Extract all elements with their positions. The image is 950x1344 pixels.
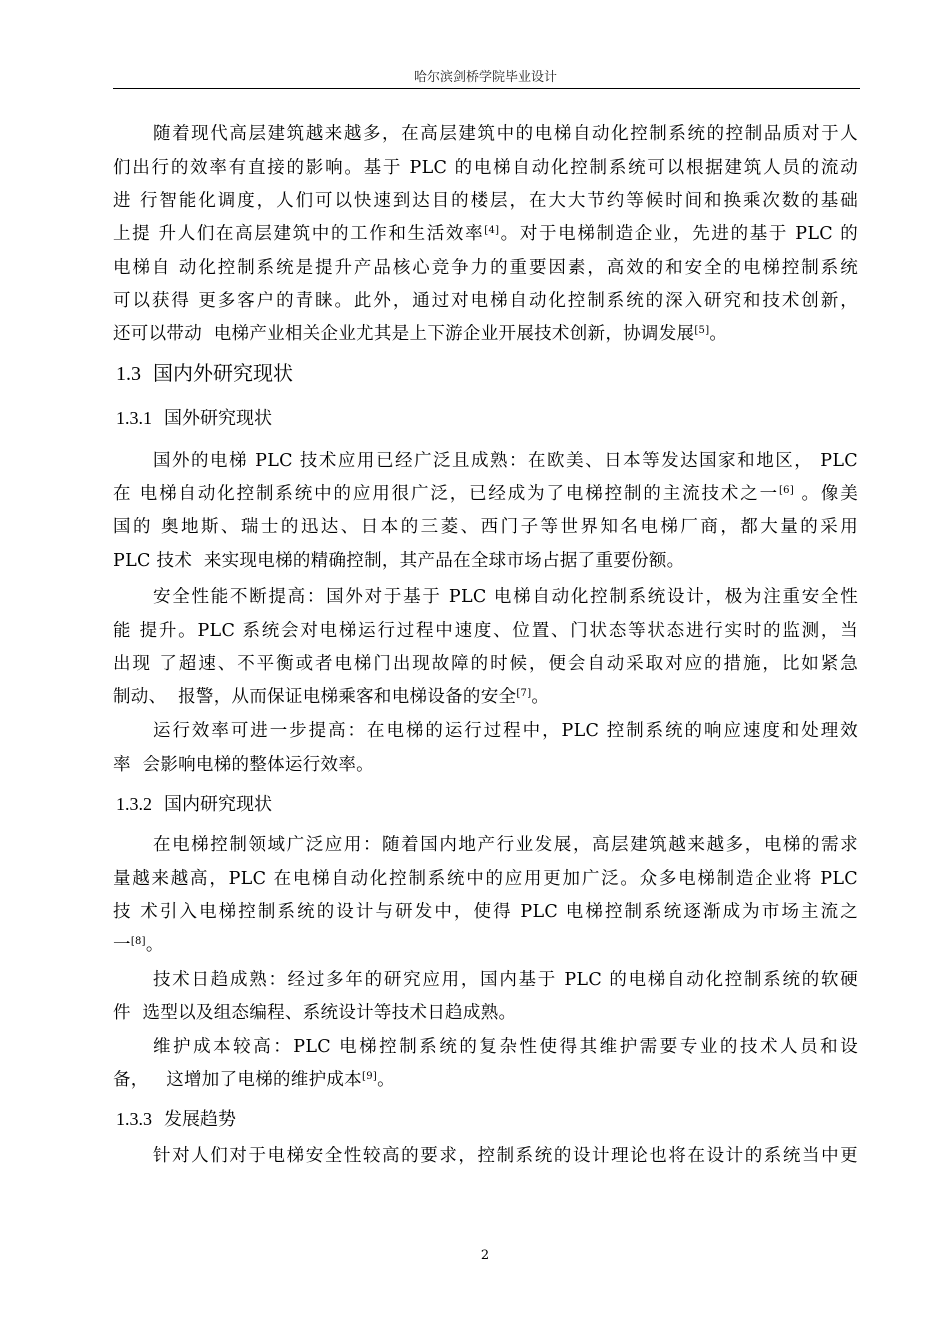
citation-ref: [8] bbox=[130, 936, 146, 947]
citation-ref: [4] bbox=[484, 225, 500, 236]
section-heading bbox=[116, 357, 293, 386]
text-run: 技 术引入电梯控制系统的设计与研发中，使得 PLC 电梯控制系统逐渐成为市场主流之 bbox=[113, 902, 858, 922]
section-title: 发展趋势 bbox=[164, 1109, 236, 1130]
paragraph-line bbox=[113, 223, 858, 245]
paragraph-line bbox=[113, 290, 858, 312]
text-run: 能 提升。PLC 系统会对电梯运行过程中速度、位置、门状态等状态进行实时的监测，当 bbox=[113, 621, 858, 641]
citation-ref: [6] bbox=[778, 485, 795, 496]
section-heading bbox=[116, 1105, 236, 1131]
paragraph-line bbox=[113, 550, 684, 572]
paragraph-line bbox=[113, 868, 858, 890]
text-run: 出现 了超速、不平衡或者电梯门出现故障的时候，便会自动采取对应的措施，比如紧急 bbox=[113, 654, 858, 674]
paragraph-line bbox=[113, 1002, 516, 1024]
section-number: 1.3.3 bbox=[116, 1109, 152, 1129]
text-run: 率 会影响电梯的整体运行效率。 bbox=[113, 755, 374, 775]
text-run: 国外的电梯 PLC 技术应用已经广泛且成熟：在欧美、日本等发达国家和地区， PLC bbox=[153, 451, 858, 471]
text-run: 。 bbox=[531, 687, 550, 707]
paragraph-line bbox=[153, 586, 858, 608]
section-heading bbox=[116, 404, 272, 430]
paragraph-line bbox=[113, 901, 858, 923]
section-title: 国内外研究现状 bbox=[153, 361, 293, 385]
citation-ref: [5] bbox=[694, 325, 710, 336]
section-heading bbox=[116, 790, 272, 816]
section-title: 国内研究现状 bbox=[164, 794, 272, 815]
text-run: 可以获得 更多客户的青睐。此外，通过对电梯自动化控制系统的深入研究和技术创新， bbox=[113, 291, 858, 311]
paragraph-line bbox=[113, 190, 858, 212]
paragraph-line bbox=[153, 834, 858, 856]
text-run: 一 bbox=[113, 935, 131, 955]
text-run: PLC 技术 来实现电梯的精确控制，其产品在全球市场占据了重要份额。 bbox=[113, 551, 685, 571]
section-number: 1.3.1 bbox=[116, 408, 152, 428]
text-run: 进 行智能化调度，人们可以快速到达目的楼层，在大大节约等候时间和换乘次数的基础 bbox=[113, 191, 858, 211]
paragraph-line bbox=[113, 1069, 395, 1091]
text-run: 还可以带动 电梯产业相关企业尤其是上下游企业开展技术创新，协调发展 bbox=[113, 324, 695, 344]
header-divider bbox=[113, 88, 860, 89]
paragraph-line bbox=[113, 653, 858, 675]
text-run: 量越来越高，PLC 在电梯自动化控制系统中的应用更加广泛。众多电梯制造企业将 PLC bbox=[113, 869, 858, 889]
paragraph-line bbox=[153, 450, 858, 472]
text-run: 。 bbox=[145, 935, 164, 955]
text-run: 制动、 报警，从而保证电梯乘客和电梯设备的安全 bbox=[113, 687, 517, 707]
paragraph-line bbox=[153, 1036, 858, 1058]
text-run: 维护成本较高：PLC 电梯控制系统的复杂性使得其维护需要专业的技术人员和设 bbox=[153, 1037, 858, 1057]
text-run: 针对人们对于电梯安全性较高的要求，控制系统的设计理论也将在设计的系统当中更 bbox=[153, 1146, 858, 1166]
section-number: 1.3 bbox=[116, 363, 141, 385]
paragraph-line bbox=[153, 720, 858, 742]
text-run: 运行效率可进一步提高：在电梯的运行过程中，PLC 控制系统的响应速度和处理效 bbox=[153, 721, 858, 741]
text-run: 们出行的效率有直接的影响。基于 PLC 的电梯自动化控制系统可以根据建筑人员的流动 bbox=[113, 158, 858, 178]
paragraph-line bbox=[113, 686, 549, 708]
text-run: 安全性能不断提高：国外对于基于 PLC 电梯自动化控制系统设计，极为注重安全性 bbox=[153, 587, 858, 607]
text-run: 随着现代高层建筑越来越多，在高层建筑中的电梯自动化控制系统的控制品质对于人 bbox=[153, 124, 858, 144]
text-run: 技术日趋成熟：经过多年的研究应用，国内基于 PLC 的电梯自动化控制系统的软硬 bbox=[153, 970, 858, 990]
text-run: 。 bbox=[709, 324, 728, 344]
text-run: 。对于电梯制造企业，先进的基于 PLC 的 bbox=[499, 224, 858, 244]
section-title: 国外研究现状 bbox=[164, 408, 272, 429]
text-run: 备， 这增加了电梯的维护成本 bbox=[113, 1070, 362, 1090]
text-run: 在电梯控制领域广泛应用：随着国内地产行业发展，高层建筑越来越多，电梯的需求 bbox=[153, 835, 858, 855]
paragraph-line bbox=[113, 257, 858, 279]
citation-ref: [9] bbox=[362, 1071, 378, 1082]
paragraph-line bbox=[153, 1145, 858, 1167]
paragraph-line bbox=[113, 516, 858, 538]
paragraph-line bbox=[113, 934, 164, 956]
text-run: 。 bbox=[377, 1070, 395, 1090]
text-run: 国的 奥地斯、瑞士的迅达、日本的三菱、西门子等世界知名电梯厂商，都大量的采用 bbox=[113, 517, 858, 537]
paragraph-line bbox=[113, 483, 858, 505]
paragraph-line bbox=[113, 157, 858, 179]
paragraph-line bbox=[113, 754, 374, 776]
text-run: 件 选型以及组态编程、系统设计等技术日趋成熟。 bbox=[113, 1003, 517, 1023]
text-run: 。像美 bbox=[794, 484, 858, 504]
paragraph-line bbox=[113, 620, 858, 642]
text-run: 电梯自 动化控制系统是提升产品核心竞争力的重要因素，高效的和安全的电梯控制系统 bbox=[113, 258, 858, 278]
text-run: 上提 升人们在高层建筑中的工作和生活效率 bbox=[113, 224, 485, 244]
citation-ref: [7] bbox=[516, 688, 532, 699]
section-number: 1.3.2 bbox=[116, 794, 152, 814]
page-number: 2 bbox=[480, 1248, 490, 1263]
paragraph-line bbox=[113, 323, 727, 345]
text-run: 在 电梯自动化控制系统中的应用很广泛，已经成为了电梯控制的主流技术之一 bbox=[113, 484, 779, 504]
running-header: 哈尔滨剑桥学院毕业设计 bbox=[413, 70, 557, 85]
paragraph-line bbox=[153, 123, 858, 145]
paragraph-line bbox=[153, 969, 858, 991]
